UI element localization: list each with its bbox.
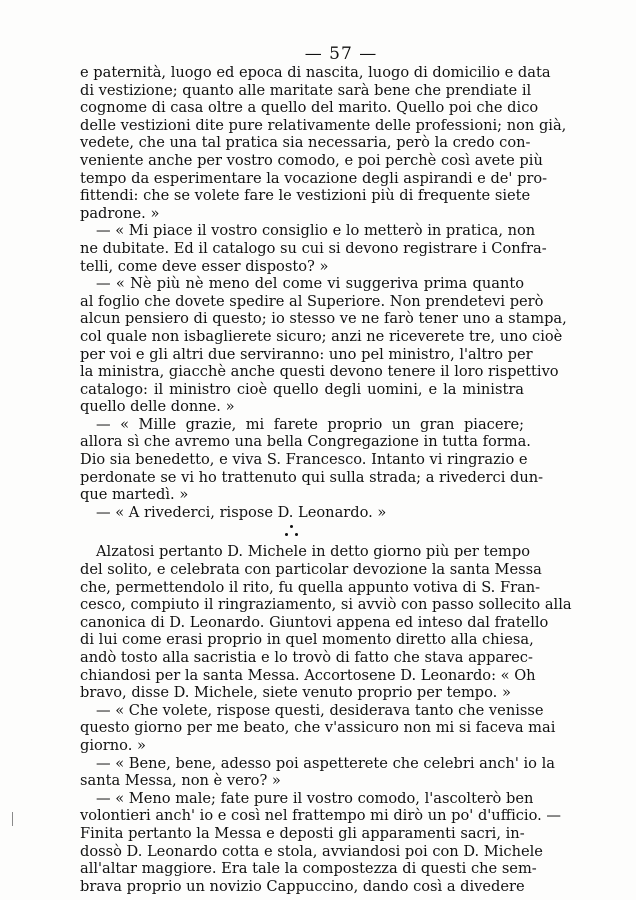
text-line: — « A rivederci, rispose D. Leonardo. » (96, 503, 387, 521)
paragraph (80, 543, 572, 702)
paragraph (80, 222, 547, 275)
text-line: Alzatosi pertanto D. Michele in detto giorno più per tempo (96, 543, 531, 561)
paragraph (80, 789, 561, 896)
paragraph (80, 275, 567, 416)
text-line: fittendi: che se volete fare le vestizioni più di frequente siete (80, 187, 531, 205)
text-line: santa Messa, non è vero? » (80, 772, 281, 790)
text-line: delle vestizioni dite pure relativamente delle professioni; non già, (80, 116, 567, 134)
text-line: veniente anche per vostro comodo, e poi perchè così avete più (80, 151, 543, 169)
text-line: la ministra, giacchè anche questi devono tenere il loro rispettivo (80, 363, 559, 381)
text-line: volontieri anch' io e così nel frattempo mi dirò un po' d'ufficio. — (80, 807, 561, 825)
text-line: brava proprio un novizio Cappuccino, dando così a divedere (80, 877, 525, 895)
text-line: que martedì. » (80, 486, 189, 504)
text-line: — « Mille grazie, mi farete proprio un gran piacere; (96, 415, 524, 433)
text-line: e paternità, luogo ed epoca di nascita, luogo di domicilio e data (80, 64, 551, 81)
text-line: alcun pensiero di questo; io stesso ve ne farò tener uno a stampa, (80, 310, 567, 328)
body-text (80, 64, 572, 895)
text-line: quello delle donne. » (80, 398, 235, 416)
text-line: che, permettendolo il rito, fu quella appunto votiva di S. Fran- (80, 578, 541, 596)
text-line: al foglio che dovete spedire al Superiore. Non prendetevi però (80, 292, 544, 310)
text-line: perdonate se vi ho trattenuto qui sulla strada; a rivederci dun- (80, 468, 544, 486)
text-line: padrone. » (80, 204, 160, 222)
text-line: Dio sia benedetto, e viva S. Francesco. Intanto vi ringrazio e (80, 451, 528, 469)
text-line: cognome di casa oltre a quello del marito. Quello poi che dico (80, 99, 539, 117)
text-line: allora sì che avremo una bella Congregazione in tutta forma. (80, 433, 531, 451)
text-line: tempo da esperimentare la vocazione degli aspirandi e de' pro- (80, 169, 548, 187)
text-line: dossò D. Leonardo cotta e stola, avviandosi poi con D. Michele (80, 842, 543, 860)
text-line: questo giorno per me beato, che v'assicuro non mi si faceva mai (80, 719, 556, 737)
text-line: canonica di D. Leonardo. Giuntovi appena ed inteso dal fratello (80, 613, 549, 631)
section-break (80, 521, 524, 543)
text-line: del solito, e celebrata con particolar devozione la santa Messa (80, 561, 542, 579)
text-line: — « Che volete, rispose questi, desiderava tanto che venisse (96, 701, 544, 719)
text-line: — « Nè più nè meno del come vi suggeriva prima quanto (96, 275, 524, 293)
paragraph (80, 701, 556, 755)
page-number: — 57 — (304, 44, 378, 64)
text-line: — « Meno male; fate pure il vostro comodo, l'ascolterò ben (96, 789, 534, 807)
asterism-icon (285, 525, 299, 539)
paragraph (80, 754, 555, 790)
paragraph (80, 504, 524, 522)
text-line: per voi e gli altri due serviranno: uno pel ministro, l'altro per (80, 345, 533, 363)
text-line: cesco, compiuto il ringraziamento, si avviò con passo sollecito alla (80, 596, 572, 614)
text-line: di vestizione; quanto alle maritate sarà bene che prendiate il (80, 81, 532, 99)
margin-scan-mark (12, 812, 13, 826)
text-line: bravo, disse D. Michele, siete venuto proprio per tempo. » (80, 684, 511, 702)
text-line: telli, come deve esser disposto? » (80, 257, 329, 275)
text-line: catalogo: il ministro cioè quello degli uomini, e la ministra (80, 380, 524, 398)
text-line: — « Mi piace il vostro consiglio e lo metterò in pratica, non (96, 222, 536, 240)
text-line: giorno. » (80, 736, 146, 754)
text-line: all'altar maggiore. Era tale la compostezza di questi che sem- (80, 860, 537, 878)
text-line: — « Bene, bene, adesso poi aspetterete che celebri anch' io la (96, 754, 555, 772)
text-line: chiandosi per la santa Messa. Accortosene D. Leonardo: « Oh (80, 666, 536, 684)
text-line: andò tosto alla sacristia e lo trovò di fatto che stava apparec- (80, 649, 533, 666)
paragraph (80, 64, 567, 222)
text-line: di lui come erasi proprio in quel momento diretto alla chiesa, (80, 631, 534, 649)
text-line: ne dubitate. Ed il catalogo su cui si devono registrare i Confra- (80, 239, 547, 257)
text-line: col quale non isbaglierete sicuro; anzi ne riceverete tre, uno cioè (80, 327, 563, 345)
text-line: vedete, che una tal pratica sia necessaria, però la credo con- (80, 134, 531, 152)
text-line: Finita pertanto la Messa e deposti gli apparamenti sacri, in- (80, 824, 525, 842)
paragraph (80, 415, 544, 504)
